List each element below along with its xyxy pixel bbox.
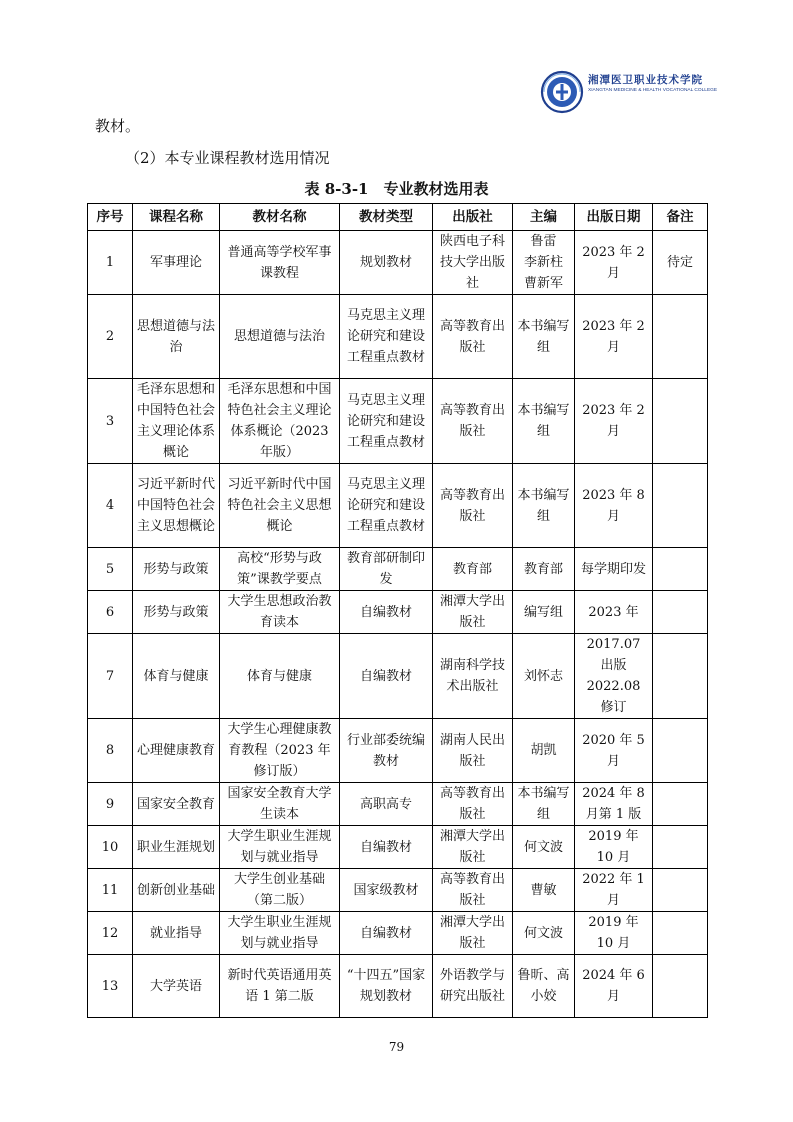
table-cell [653,591,708,634]
table-row [88,719,708,783]
table-cell: 11 [88,869,133,912]
col-header-course: 课程名称 [133,204,220,231]
table-cell: 12 [88,912,133,955]
table-cell: 高等教育出版社 [433,379,513,464]
table-cell [653,912,708,955]
table-cell: 13 [88,955,133,1018]
table-cell: 高等教育出版社 [433,783,513,826]
table-cell: 2023 年 2 月 [575,295,653,379]
table-cell: 2022 年 1 月 [575,869,653,912]
table-header-row [88,204,708,231]
table-cell: 2024 年 6 月 [575,955,653,1018]
paragraph-continuation: 教材。 [95,117,141,135]
table-cell: 2 [88,295,133,379]
table-cell: 2023 年 [575,591,653,634]
section-heading: （2）本专业课程教材选用情况 [125,149,330,167]
col-header-remarks: 备注 [653,204,708,231]
table-cell: 思想道德与法治 [133,295,220,379]
table-cell: 本书编写组 [513,379,575,464]
table-row [88,295,708,379]
table-cell: 10 [88,826,133,869]
table-cell: 形势与政策 [133,591,220,634]
table-cell: 1 [88,231,133,295]
table-cell: 3 [88,379,133,464]
table-cell: 毛泽东思想和中国特色社会主义理论体系概论（2023 年版） [220,379,340,464]
table-cell: 国家安全教育大学生读本 [220,783,340,826]
table-cell: 新时代英语通用英语 1 第二版 [220,955,340,1018]
table-cell: 2019 年 10 月 [575,912,653,955]
table-cell: 大学生思想政治教育读本 [220,591,340,634]
table-cell: 2020 年 5 月 [575,719,653,783]
table-cell: 陕西电子科技大学出版社 [433,231,513,295]
table-cell: 规划教材 [340,231,433,295]
table-cell: 高等教育出版社 [433,464,513,548]
table-cell: 高校“形势与政策”课教学要点 [220,548,340,591]
table-cell: 心理健康教育 [133,719,220,783]
table-cell [653,548,708,591]
table-cell [653,634,708,719]
table-cell: 2017.07 出版 2022.08 修订 [575,634,653,719]
table-row [88,912,708,955]
table-cell: 体育与健康 [220,634,340,719]
table-cell: 教育部 [513,548,575,591]
table-cell: 2019 年 10 月 [575,826,653,869]
table-cell [653,869,708,912]
table-row [88,548,708,591]
table-cell: 习近平新时代中国特色社会主义思想概论 [133,464,220,548]
table-cell: 湘潭大学出版社 [433,912,513,955]
college-name: 湘潭医卫职业技术学院 [588,74,703,86]
table-cell: 胡凯 [513,719,575,783]
table-cell: 湘潭大学出版社 [433,826,513,869]
table-cell: 大学英语 [133,955,220,1018]
table-cell: 大学生心理健康教育教程（2023 年修订版） [220,719,340,783]
table-cell: 国家级教材 [340,869,433,912]
college-name-en: XIANGTAN MEDICINE & HEALTH VOCATIONAL COLLEGE [588,88,718,93]
table-row [88,826,708,869]
table-cell: 普通高等学校军事课教程 [220,231,340,295]
table-cell: 大学生创业基础（第二版） [220,869,340,912]
table-cell: 外语教学与研究出版社 [433,955,513,1018]
table-cell: 马克思主义理论研究和建设工程重点教材 [340,379,433,464]
table-caption: 表 8-3-1 专业教材选用表 [304,180,489,198]
table-cell: 鲁雷 李新柱 曹新军 [513,231,575,295]
table-row [88,464,708,548]
table-cell: 职业生涯规划 [133,826,220,869]
table-cell: 湖南科学技术出版社 [433,634,513,719]
col-header-publisher: 出版社 [433,204,513,231]
table-cell: 2023 年 8 月 [575,464,653,548]
table-cell: 马克思主义理论研究和建设工程重点教材 [340,295,433,379]
table-cell [653,379,708,464]
table-cell: 何文波 [513,826,575,869]
table-cell: 毛泽东思想和中国特色社会主义理论体系概论 [133,379,220,464]
table-cell: 自编教材 [340,634,433,719]
table-cell: 思想道德与法治 [220,295,340,379]
table-cell: 刘怀志 [513,634,575,719]
table-cell: 创新创业基础 [133,869,220,912]
table-cell: 教育部 [433,548,513,591]
table-cell: 7 [88,634,133,719]
table-cell: 高职高专 [340,783,433,826]
table-row [88,634,708,719]
table-cell: “十四五”国家规划教材 [340,955,433,1018]
col-header-date: 出版日期 [575,204,653,231]
table-cell: 本书编写组 [513,783,575,826]
textbook-table [87,203,708,1018]
table-cell: 马克思主义理论研究和建设工程重点教材 [340,464,433,548]
table-cell: 本书编写组 [513,464,575,548]
table-cell: 鲁昕、高小姣 [513,955,575,1018]
table-cell: 习近平新时代中国特色社会主义思想概论 [220,464,340,548]
table-cell: 军事理论 [133,231,220,295]
table-row [88,379,708,464]
table-cell: 湖南人民出版社 [433,719,513,783]
table-cell: 8 [88,719,133,783]
table-row [88,231,708,295]
col-header-type: 教材类型 [340,204,433,231]
table-cell [653,295,708,379]
table-cell: 本书编写组 [513,295,575,379]
table-cell: 编写组 [513,591,575,634]
col-header-index: 序号 [88,204,133,231]
table-row [88,955,708,1018]
table-cell [653,955,708,1018]
table-cell: 6 [88,591,133,634]
table-cell: 待定 [653,231,708,295]
table-row [88,591,708,634]
table-cell: 5 [88,548,133,591]
table-cell: 2023 年 2 月 [575,231,653,295]
col-header-textbook: 教材名称 [220,204,340,231]
table-cell: 体育与健康 [133,634,220,719]
table-cell: 高等教育出版社 [433,869,513,912]
table-cell: 9 [88,783,133,826]
col-header-editor: 主编 [513,204,575,231]
table-cell: 国家安全教育 [133,783,220,826]
table-cell: 4 [88,464,133,548]
table-cell: 何文波 [513,912,575,955]
table-cell: 行业部委统编教材 [340,719,433,783]
table-cell: 教育部研制印发 [340,548,433,591]
table-cell: 曹敏 [513,869,575,912]
table-cell [653,783,708,826]
table-cell: 2023 年 2 月 [575,379,653,464]
table-cell: 大学生职业生涯规划与就业指导 [220,912,340,955]
page-number: 79 [388,1040,405,1054]
table-cell: 2024 年 8 月第 1 版 [575,783,653,826]
table-cell [653,719,708,783]
table-cell: 大学生职业生涯规划与就业指导 [220,826,340,869]
table-cell: 每学期印发 [575,548,653,591]
table-cell [653,826,708,869]
table-cell: 就业指导 [133,912,220,955]
table-cell: 自编教材 [340,826,433,869]
table-cell: 高等教育出版社 [433,295,513,379]
table-cell: 自编教材 [340,912,433,955]
table-row [88,783,708,826]
table-cell: 湘潭大学出版社 [433,591,513,634]
table-row [88,869,708,912]
table-cell [653,464,708,548]
table-cell: 形势与政策 [133,548,220,591]
table-cell: 自编教材 [340,591,433,634]
